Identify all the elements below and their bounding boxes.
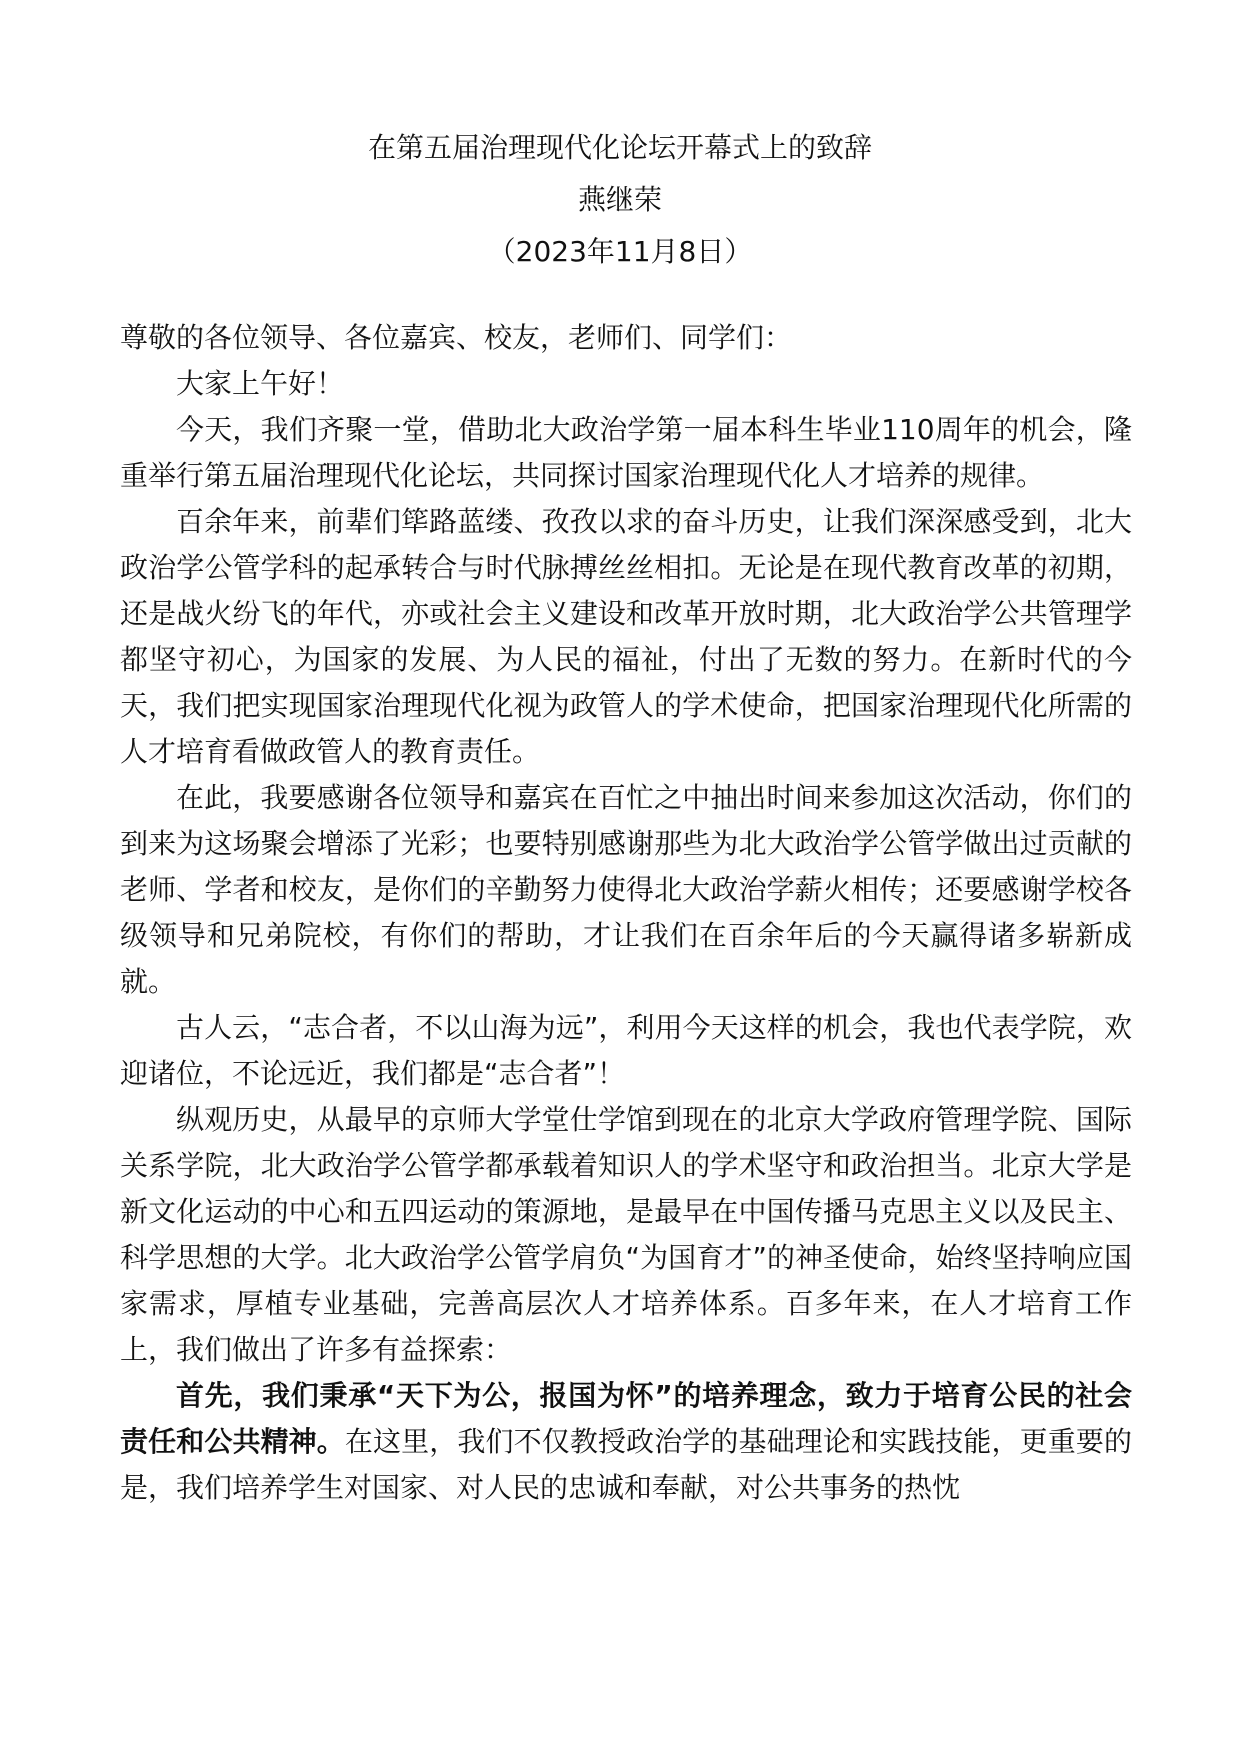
- paragraph-6-text: 在这里，我们不仅教授政治学的基础理论和实践技能，更重要的是，我们培养学生对国家、对人民的忠诚和奉献，对公共事务的热忱: [120, 1425, 1132, 1504]
- document-title: 在第五届治理现代化论坛开幕式上的致辞: [367, 131, 872, 164]
- document-body: [120, 315, 1132, 1511]
- greeting: 大家上午好！: [176, 367, 345, 400]
- document-header: [0, 122, 1240, 278]
- paragraph-6-bold-lead: 首先，我们秉承“天下为公，报国为怀”的培养理念，致力于培育公民的社会责任和公共精神。: [120, 1379, 1132, 1458]
- paragraph-5: 纵观历史，从最早的京师大学堂仕学馆到现在的北京大学政府管理学院、国际关系学院，北大政治学公管学都承载着知识人的学术坚守和政治担当。北京大学是新文化运动的中心和五四运动的策源地，是最早在中国传播马克思主义以及民主、科学思想的大学。北大政治学公管学肩负“为国育才”的神圣使命，始终坚持响应国家需求，厚植专业基础，完善高层次人才培养体系。百多年来，在人才培育工作上，我们做出了许多有益探索：: [120, 1103, 1132, 1366]
- paragraph-2: 百余年来，前辈们筚路蓝缕、孜孜以求的奋斗历史，让我们深深感受到，北大政治学公管学科的起承转合与时代脉搏丝丝相扣。无论是在现代教育改革的初期，还是战火纷飞的年代，亦或社会主义建设和改革开放时期，北大政治学公共管理学都坚守初心，为国家的发展、为人民的福祉，付出了无数的努力。在新时代的今天，我们把实现国家治理现代化视为政管人的学术使命，把国家治理现代化所需的人才培育看做政管人的教育责任。: [120, 505, 1132, 768]
- author-name: 燕继荣: [577, 183, 662, 216]
- salutation: 尊敬的各位领导、各位嘉宾、校友，老师们、同学们：: [120, 321, 793, 354]
- speech-date: （2023年11月8日）: [487, 235, 753, 268]
- paragraph-3: 在此，我要感谢各位领导和嘉宾在百忙之中抽出时间来参加这次活动，你们的到来为这场聚会增添了光彩；也要特别感谢那些为北大政治学公管学做出过贡献的老师、学者和校友，是你们的辛勤努力使得北大政治学薪火相传；还要感谢学校各级领导和兄弟院校，有你们的帮助，才让我们在百余年后的今天赢得诸多崭新成就。: [120, 781, 1132, 998]
- paragraph-6: [120, 1373, 1132, 1511]
- paragraph-4: 古人云，“志合者，不以山海为远”，利用今天这样的机会，我也代表学院，欢迎诸位，不论远近，我们都是“志合者”！: [120, 1011, 1132, 1090]
- paragraph-1: 今天，我们齐聚一堂，借助北大政治学第一届本科生毕业110周年的机会，隆重举行第五届治理现代化论坛，共同探讨国家治理现代化人才培养的规律。: [120, 413, 1132, 492]
